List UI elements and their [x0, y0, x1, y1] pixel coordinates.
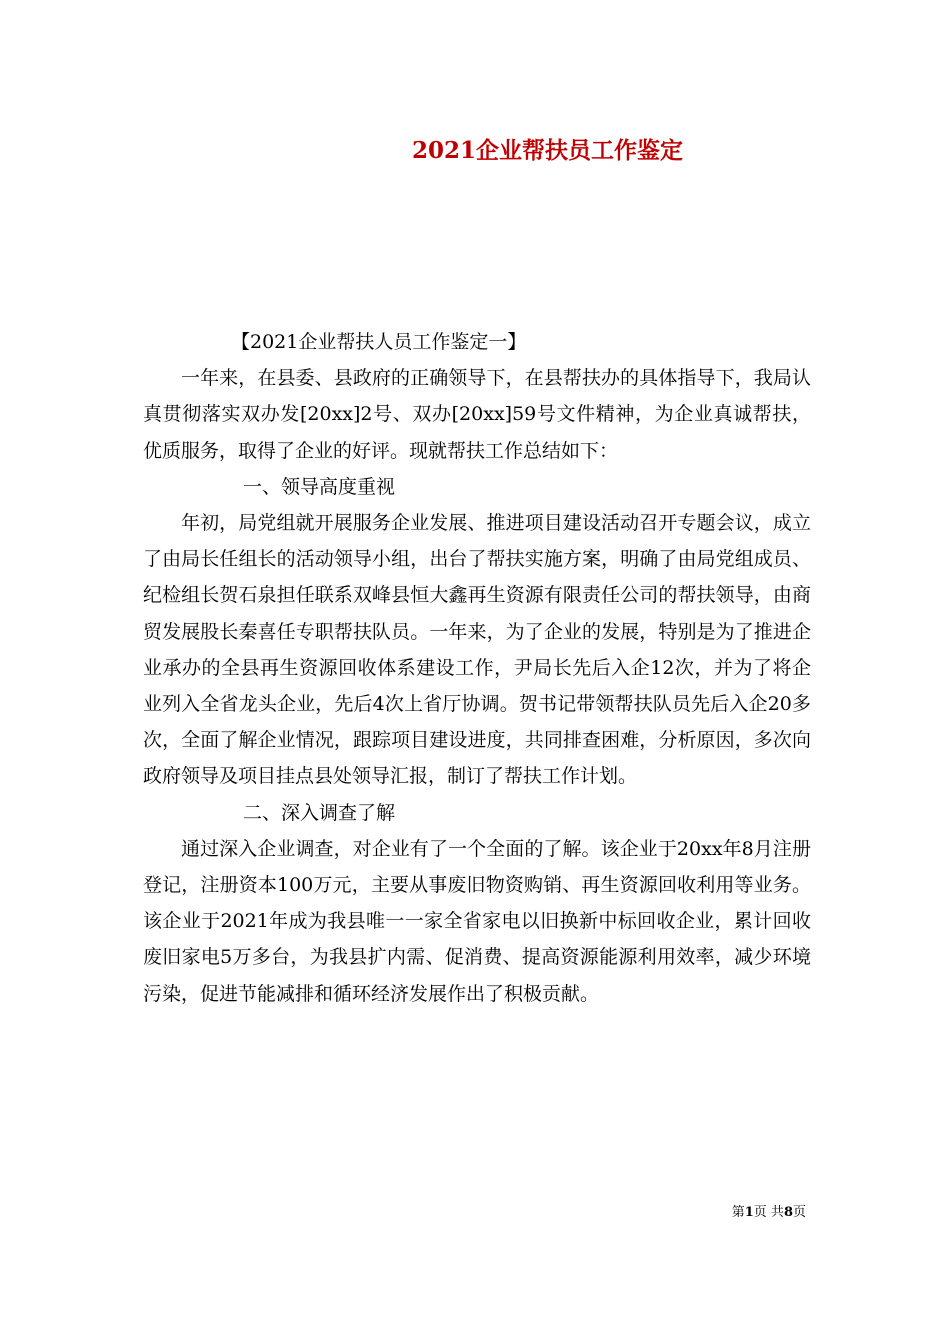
page-title: 2021企业帮扶员工作鉴定 [411, 137, 683, 164]
document-body [143, 324, 811, 1012]
footer-suffix: 页 [792, 1205, 806, 1220]
paragraph-intro: 一年来，在县委、县政府的正确领导下，在县帮扶办的具体指导下，我局认真贯彻落实双办发[20xx]2号、双办[20xx]59号文件精神，为企业真诚帮扶，优质服务，取得了企业的好评。现就帮扶工作总结如下： [143, 367, 811, 462]
footer-prefix: 第 [731, 1205, 745, 1220]
footer-middle: 页 共 [753, 1205, 784, 1220]
section-heading-2: 二、深入调查了解 [243, 801, 396, 824]
paragraph-investigation: 通过深入企业调查，对企业有了一个全面的了解。该企业于20xx年8月注册登记，注册资本100万元，主要从事废旧物资购销、再生资源回收利用等业务。该企业于2021年成为我县唯一一家全省家电以旧换新中标回收企业，累计回收废旧家电5万多台，为我县扩内需、促消费、提高资源能源利用效率，减少环境污染，促进节能减排和循环经济发展作出了积极贡献。 [143, 837, 811, 1005]
section-subtitle: 【2021企业帮扶人员工作鉴定一】 [231, 331, 527, 353]
section-heading-1: 一、领导高度重视 [243, 475, 396, 498]
paragraph-leadership: 年初，局党组就开展服务企业发展、推进项目建设活动召开专题会议，成立了由局长任组长的活动领导小组，出台了帮扶实施方案，明确了由局党组成员、纪检组长贺石泉担任联系双峰县恒大鑫再生资源有限责任公司的帮扶领导，由商贸发展股长秦喜任专职帮扶队员。一年来，为了企业的发展，特别是为了推进企业承办的全县再生资源回收体系建设工作，尹局长先后入企12次，并为了将企业列入全省龙头企业，先后4次上省厅协调。贺书记带领帮扶队员先后入企20多次，全面了解企业情况，跟踪项目建设进度，共同排查困难，分析原因，多次向政府领导及项目挂点县处领导汇报，制订了帮扶工作计划。 [143, 512, 811, 788]
footer-current-page: 1 [744, 1205, 754, 1220]
page-footer [0, 1204, 806, 1222]
footer-total-pages: 8 [783, 1205, 793, 1220]
